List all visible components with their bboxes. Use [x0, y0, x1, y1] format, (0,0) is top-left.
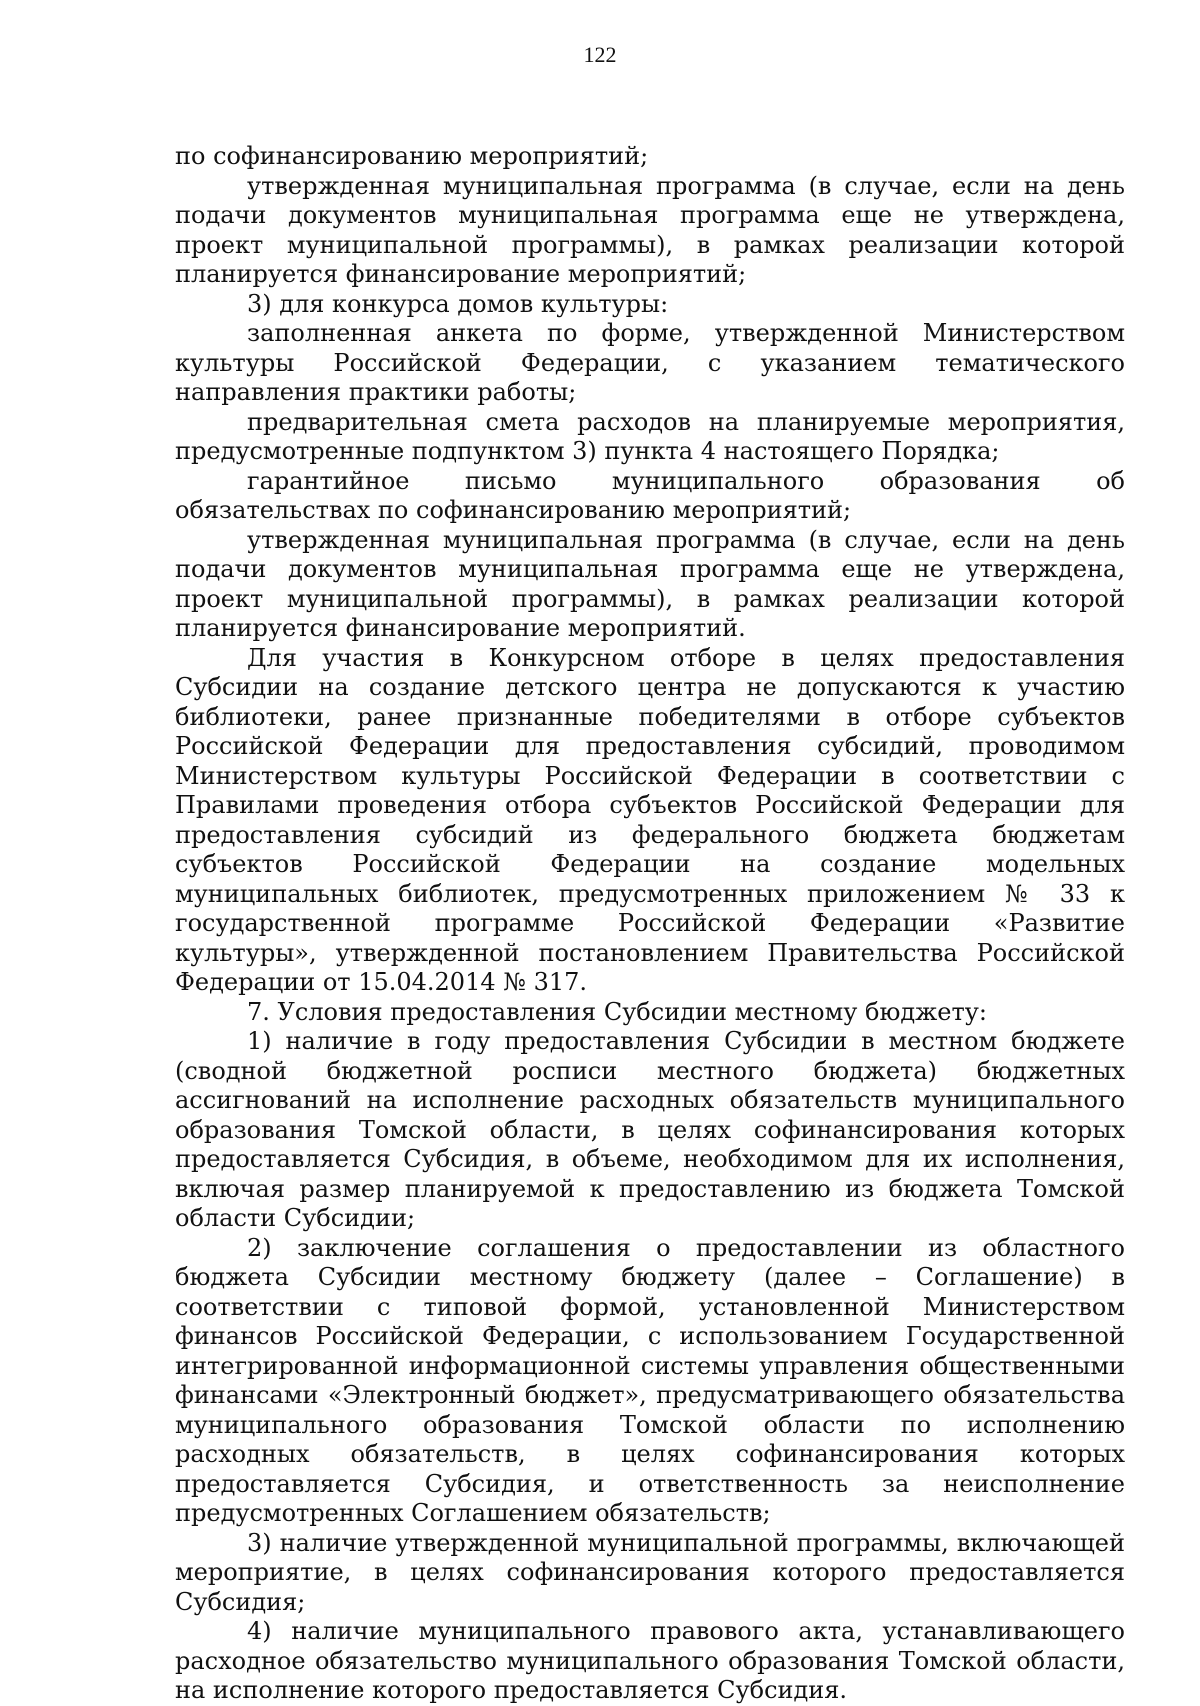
paragraph: по софинансированию мероприятий;	[175, 142, 649, 170]
paragraph: заполненная анкета по форме, утвержденной Министерством культуры Российской Федерации, с указанием тематического направления практики работы;	[175, 319, 1125, 406]
paragraph: предварительная смета расходов на планируемые мероприятия, предусмотренные подпунктом 3) пункта 4 настоящего Порядка;	[175, 407, 1125, 465]
paragraph: 1) наличие в году предоставления Субсидии в местном бюджете (сводной бюджетной росписи местного бюджета) бюджетных ассигнований на исполнение расходных обязательств муниципального образования Томской области, в целях софинансирования которых предоставляется Субсидия, в объеме, необходимом для их исполнения, включая размер планируемой к предоставлению из бюджета Томской области Субсидии;	[175, 1027, 1125, 1232]
page-number: 122	[583, 42, 617, 67]
paragraph: утвержденная муниципальная программа (в случае, если на день подачи документов муниципальная программа еще не утверждена, проект муниципальной программы), в рамках реализации которой планируется финансирование мероприятий;	[175, 171, 1125, 288]
paragraph: 3) наличие утвержденной муниципальной программы, включающей мероприятие, в целях софинансирования которого предоставляется Субсидия;	[175, 1528, 1125, 1616]
paragraph: гарантийное письмо муниципального образования об обязательствах по софинансированию мероприятий;	[175, 466, 1125, 524]
paragraph: Для участия в Конкурсном отборе в целях предоставления Субсидии на создание детского центра не допускаются к участию библиотеки, ранее признанные победителями в отборе субъектов Российской Федерации для предоставления субсидий, проводимом Министерством культуры Российской Федерации в соответствии с Правилами проведения отбора субъектов Российской Федерации для предоставления субсидий из федерального бюджета бюджетам субъектов Российской Федерации на создание модельных муниципальных библиотек, предусмотренных приложением № 33 к государственной программе Российской Федерации «Развитие культуры», утвержденной постановлением Правительства Российской Федерации от 15.04.2014 № 317.	[175, 643, 1125, 996]
paragraph: 3) для конкурса домов культуры:	[247, 289, 669, 318]
document-body	[175, 142, 1125, 1706]
section-heading: 7. Условия предоставления Субсидии местному бюджету:	[247, 997, 987, 1026]
paragraph: 2) заключение соглашения о предоставлении из областного бюджета Субсидии местному бюджету (далее – Соглашение) в соответствии с типовой формой, установленной Министерством финансов Российской Федерации, с использованием Государственной интегрированной информационной системы управления общественными финансами «Электронный бюджет», предусматривающего обязательства муниципального образования Томской области по исполнению расходных обязательств, в целях софинансирования которых предоставляется Субсидия, и ответственность за неисполнение предусмотренных Соглашением обязательств;	[175, 1233, 1125, 1527]
paragraph: 4) наличие муниципального правового акта, устанавливающего расходное обязательство муниципального образования Томской области, на исполнение которого предоставляется Субсидия.	[175, 1617, 1125, 1704]
paragraph: утвержденная муниципальная программа (в случае, если на день подачи документов муниципальная программа еще не утверждена, проект муниципальной программы), в рамках реализации которой планируется финансирование мероприятий.	[175, 525, 1125, 642]
